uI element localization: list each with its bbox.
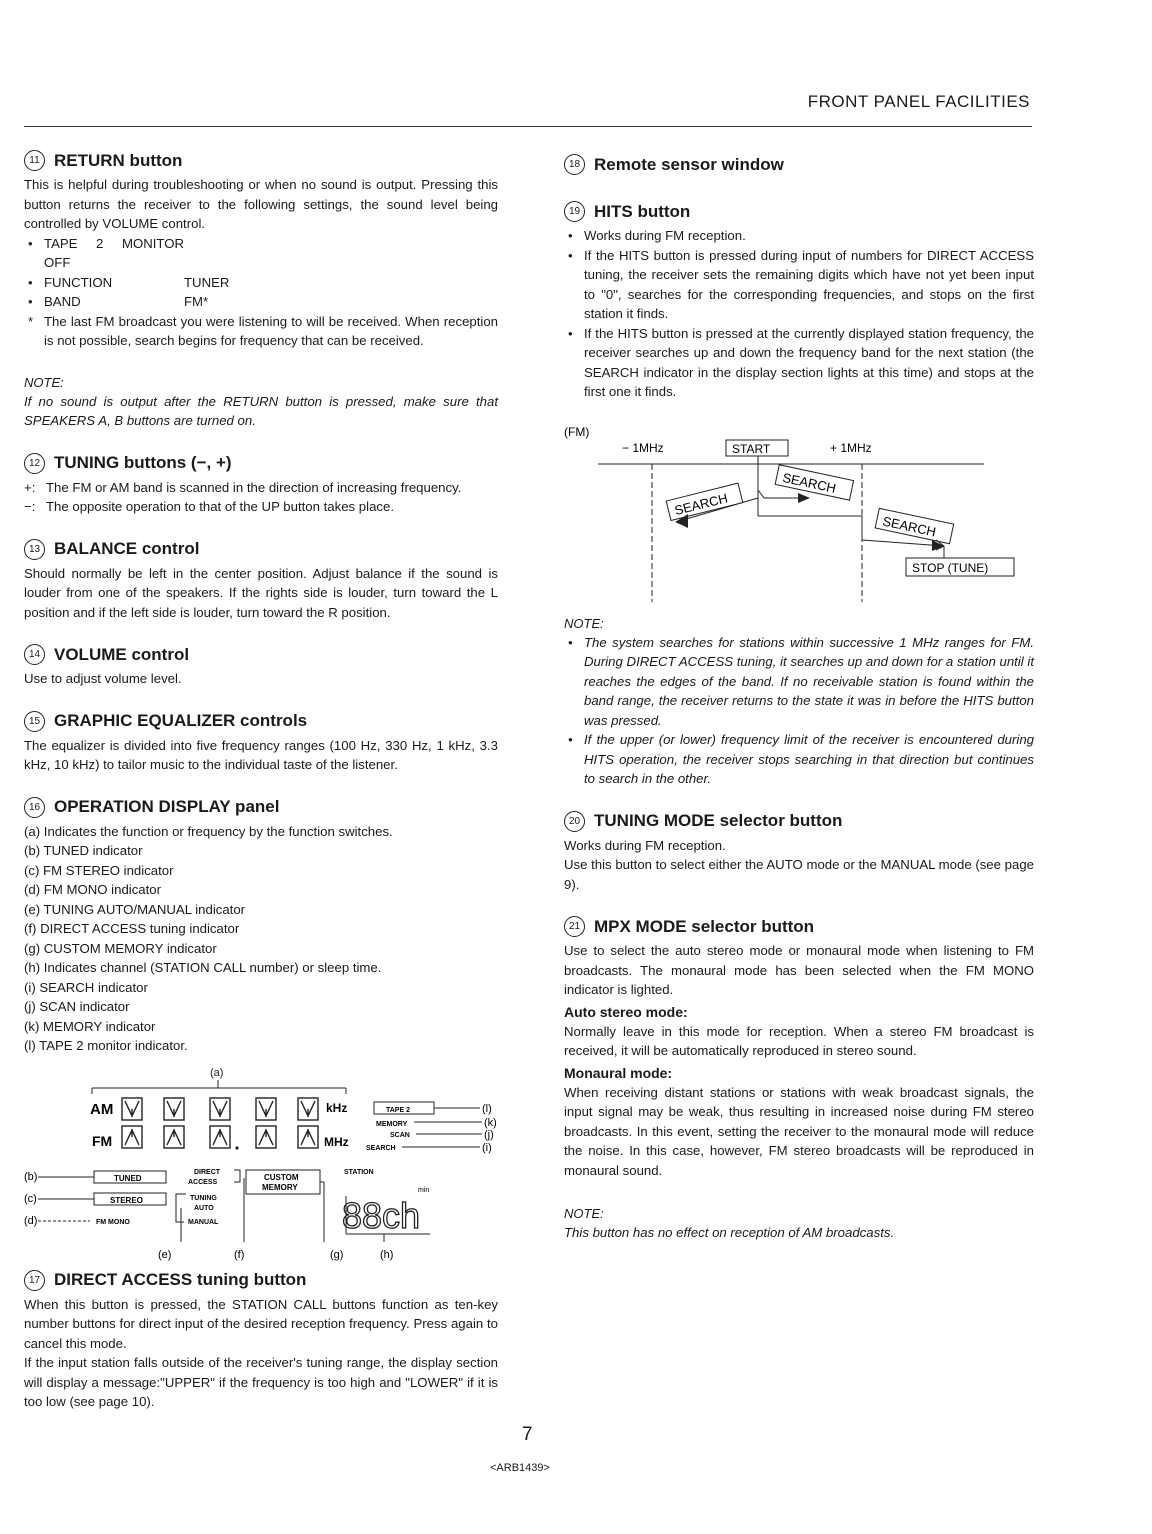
section-direct-access	[24, 1270, 498, 1412]
list-item: (j) SCAN indicator	[24, 999, 130, 1014]
section-title: TUNING buttons (−, +)	[54, 453, 232, 472]
footnote: * The last FM broadcast you were listening to will be received. When reception is not possible, search begins for frequency that can be received.	[28, 313, 498, 348]
left-column	[24, 150, 498, 1434]
note-label: NOTE:	[564, 615, 604, 631]
right-column	[564, 154, 1034, 1265]
label-f: (f)	[234, 1248, 245, 1261]
min-indicator: min	[418, 1186, 430, 1194]
section-title: HITS button	[594, 201, 691, 221]
label-i: (i)	[482, 1141, 492, 1154]
custom-indicator: CUSTOM	[264, 1172, 299, 1182]
section-number: 20	[564, 811, 585, 832]
note-label: NOTE:	[564, 1206, 604, 1221]
start-label: START	[732, 441, 771, 456]
list-item: (f) DIRECT ACCESS tuning indicator	[24, 921, 240, 936]
section-title: BALANCE control	[54, 539, 200, 558]
custom-memory-indicator: MEMORY	[262, 1182, 298, 1192]
label-d: (d)	[24, 1214, 38, 1227]
section-title: GRAPHIC EQUALIZER controls	[54, 711, 308, 730]
list-item: • If the HITS button is pressed at the currently displayed station frequency, the receiver searches up and down the frequency band for the next station (the SEARCH indicator in the display section lights at this time) and stops at the first one it finds.	[568, 325, 1034, 399]
setting-value: TUNER	[184, 274, 230, 290]
memory-indicator: MEMORY	[376, 1120, 408, 1128]
section-number: 21	[564, 916, 585, 937]
section-hits-button	[564, 201, 1034, 402]
section-number: 11	[24, 150, 45, 171]
plus-1mhz-label: + 1MHz	[830, 440, 872, 455]
label-c: (c)	[24, 1192, 37, 1205]
note-label: NOTE:	[24, 374, 64, 390]
display-panel-figure	[24, 1062, 498, 1262]
section-remote-sensor	[564, 154, 1034, 175]
list-item: (h) Indicates channel (STATION CALL number) or sleep time.	[24, 960, 382, 975]
section-title: RETURN button	[54, 150, 183, 170]
list-item: • BAND FM*	[24, 292, 498, 312]
list-item: (d) FM MONO indicator	[24, 882, 162, 897]
section-heading	[24, 150, 498, 171]
list-item: (e) TUNING AUTO/MANUAL indicator	[24, 901, 246, 917]
segment-digits	[122, 1098, 318, 1148]
section-tuning-buttons	[24, 453, 498, 517]
stereo-indicator: STEREO	[110, 1195, 143, 1205]
header-rule	[24, 126, 1032, 127]
label-k: (k)	[484, 1116, 497, 1129]
section-number: 19	[564, 201, 585, 222]
section-title: DIRECT ACCESS tuning button	[54, 1270, 307, 1289]
search-label-2: SEARCH	[672, 489, 730, 518]
section-title: Remote sensor window	[594, 154, 784, 174]
manual-indicator: MANUAL	[188, 1218, 219, 1226]
direct-indicator: DIRECT	[194, 1168, 221, 1176]
section-operation-display	[24, 797, 498, 1056]
fm-mono-indicator: FM MONO	[96, 1218, 130, 1226]
section-hits-note	[564, 614, 1034, 789]
paragraph: This is helpful during troubleshooting or when no sound is output. Pressing this button returns the receiver to the following settings, the sound level being controlled by VOLUME control.	[24, 177, 498, 231]
section-title: VOLUME control	[54, 644, 190, 664]
minus-description: −: The opposite operation to that of the UP button takes place.	[24, 499, 394, 514]
list-item: (l) TAPE 2 monitor indicator.	[24, 1038, 188, 1053]
section-heading	[24, 539, 498, 560]
paragraph: Works during FM reception.	[564, 837, 726, 853]
section-heading	[564, 811, 1034, 832]
setting-value: FM*	[184, 294, 209, 309]
scan-indicator: SCAN	[390, 1131, 410, 1139]
section-number: 18	[564, 154, 585, 175]
note-item: • If the upper (or lower) frequency limit of the receiver is encountered during HITS operation, the receiver stops searching in that direction but continues to search in the other.	[568, 732, 1034, 786]
section-number: 12	[24, 453, 45, 474]
section-number: 14	[24, 644, 45, 665]
paragraph: Normally leave in this mode for reception. When a stereo FM broadcast is received, it will be automatically reproduced in stereo sound.	[564, 1023, 1034, 1058]
section-heading	[24, 644, 498, 665]
document-code: <ARB1439>	[490, 1462, 550, 1474]
mhz-label: MHz	[324, 1134, 349, 1149]
station-indicator: STATION	[344, 1168, 374, 1176]
subheading-monaural: Monaural mode:	[564, 1064, 673, 1081]
plus-description: +: The FM or AM band is scanned in the direction of increasing frequency.	[24, 479, 462, 495]
access-indicator: ACCESS	[188, 1178, 218, 1186]
section-volume-control	[24, 644, 498, 689]
paragraph: Should normally be left in the center position. Adjust balance if the sound is louder from one of the speakers. If the rights side is louder, turn toward the L position and if the left side is louder, turn toward the R position.	[24, 565, 498, 620]
list-item: (k) MEMORY indicator	[24, 1018, 156, 1034]
section-heading	[24, 1270, 498, 1291]
section-title: MPX MODE selector button	[594, 916, 815, 936]
paragraph: Use to select the auto stereo mode or monaural mode when listening to FM broadcasts. The monaural mode has been selected when the FM MONO indicator is lighted.	[564, 943, 1034, 997]
section-title: TUNING MODE selector button	[594, 811, 843, 830]
section-title: OPERATION DISPLAY panel	[54, 797, 280, 816]
section-graphic-equalizer	[24, 711, 498, 775]
search-indicator: SEARCH	[366, 1144, 396, 1152]
stop-tune-label: STOP (TUNE)	[912, 560, 989, 575]
note-text: If no sound is output after the RETURN button is pressed, make sure that SPEAKERS A, B buttons are turned on.	[24, 393, 498, 428]
note-item: • The system searches for stations within successive 1 MHz ranges for FM. During DIRECT ACCESS tuning, it searches up and down for a station until it reaches the edges of the band. If no receivable station is found within the band range, the receiver returns to the state it was in before the HITS button was pressed.	[568, 634, 1034, 728]
label-b: (b)	[24, 1170, 38, 1183]
list-item: • If the HITS button is pressed during input of numbers for DIRECT ACCESS tuning, the receiver sets the remaining digits which have not yet been input to "0", searches for the corresponding frequencies, and stops on the first station it finds.	[568, 247, 1034, 321]
section-number: 16	[24, 797, 45, 818]
channel-display: 88ch	[342, 1194, 421, 1236]
list-item: • FUNCTION TUNER	[24, 273, 498, 293]
footnote-text: The last FM broadcast you were listening to will be received. When reception is not possible, search begins for frequency that can be received.	[44, 313, 498, 348]
section-return-button	[24, 150, 498, 431]
label-h: (h)	[380, 1248, 394, 1261]
section-balance-control	[24, 539, 498, 623]
paragraph: Use this button to select either the AUTO mode or the MANUAL mode (see page 9).	[564, 857, 1034, 892]
khz-label: kHz	[326, 1100, 348, 1115]
section-heading	[24, 453, 498, 474]
list-item: (b) TUNED indicator	[24, 843, 143, 858]
fm-band-label: (FM)	[564, 424, 590, 439]
page-number: 7	[522, 1424, 533, 1445]
setting-name: TAPE 2 MONITOR OFF	[44, 235, 184, 270]
tuned-indicator: TUNED	[114, 1173, 142, 1183]
list-item: (g) CUSTOM MEMORY indicator	[24, 940, 217, 956]
minus-1mhz-label: − 1MHz	[622, 440, 664, 455]
section-heading	[564, 916, 1034, 937]
label-g: (g)	[330, 1248, 344, 1261]
am-label: AM	[90, 1100, 114, 1118]
hits-search-diagram	[564, 412, 1034, 612]
subheading-auto-stereo: Auto stereo mode:	[564, 1003, 688, 1020]
paragraph: If the input station falls outside of the receiver's tuning range, the display section will display a message:"UPPER" if the frequency is too high and "LOWER" if it is too low (see page 10).	[24, 1355, 498, 1409]
section-heading	[564, 201, 1034, 222]
label-l: (l)	[482, 1102, 492, 1115]
list-item: (a) Indicates the function or frequency by the function switches.	[24, 823, 393, 839]
tape2-indicator: TAPE 2	[386, 1106, 410, 1114]
indicator-list	[24, 822, 498, 1056]
setting-name: BAND	[44, 294, 81, 309]
list-item: • TAPE 2 MONITOR OFF	[24, 234, 498, 273]
label-e: (e)	[158, 1248, 172, 1261]
label-a: (a)	[210, 1066, 224, 1079]
list-item: • Works during FM reception.	[568, 228, 746, 243]
section-heading	[24, 711, 498, 732]
paragraph: Use to adjust volume level.	[24, 671, 182, 686]
tuning-indicator: TUNING	[190, 1194, 217, 1202]
paragraph: When receiving distant stations or stations with weak broadcast signals, the input signal may be weak, thus resulting in increased noise during FM stereo broadcasts. In this event, setting the receiver to the monaural mode will reduce the noise. In this case, however, FM stereo broadcasts will be reproduced in monaural sound.	[564, 1084, 1034, 1178]
section-tuning-mode	[564, 811, 1034, 895]
section-number: 17	[24, 1270, 45, 1291]
auto-indicator: AUTO	[194, 1204, 214, 1212]
paragraph: When this button is pressed, the STATION CALL buttons function as ten-key number buttons for direct input of the desired reception frequency. Press again to cancel this mode.	[24, 1296, 498, 1351]
list-item: (c) FM STEREO indicator	[24, 862, 174, 878]
section-number: 13	[24, 539, 45, 560]
section-mpx-mode	[564, 916, 1034, 1243]
section-number: 15	[24, 711, 45, 732]
section-heading	[24, 797, 498, 818]
paragraph: The equalizer is divided into five frequency ranges (100 Hz, 330 Hz, 1 kHz, 3.3 kHz, 10 kHz) to tailor music to the individual taste of the listener.	[24, 737, 498, 772]
search-label-3: SEARCH	[881, 513, 938, 539]
section-heading	[564, 154, 1034, 175]
fm-label: FM	[92, 1132, 113, 1149]
search-label-1: SEARCH	[781, 469, 838, 496]
list-item: (i) SEARCH indicator	[24, 979, 148, 995]
note-text: This button has no effect on reception of AM broadcasts.	[564, 1225, 895, 1240]
label-j: (j)	[484, 1128, 494, 1141]
setting-name: FUNCTION	[44, 274, 113, 290]
page-header: FRONT PANEL FACILITIES	[807, 92, 1030, 111]
